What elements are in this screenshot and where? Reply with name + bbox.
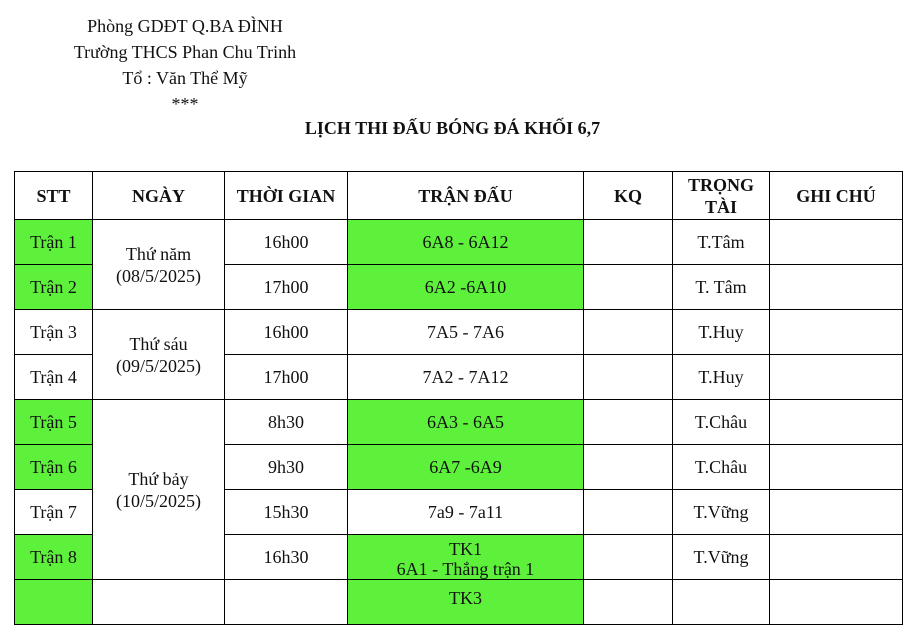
col-kq: KQ: [584, 172, 673, 220]
match-cell: 6A8 - 6A12: [348, 220, 584, 265]
match-cell: [348, 580, 584, 625]
match-cell: 7a9 - 7a11: [348, 490, 584, 535]
ref-cell: T.Vững: [673, 535, 770, 580]
note-cell: [770, 265, 903, 310]
match-line1: TK3: [449, 588, 482, 608]
note-cell: [770, 445, 903, 490]
time-cell: 16h00: [225, 220, 348, 265]
table-row: [15, 310, 903, 355]
table-row: [15, 220, 903, 265]
day-label: Thứ năm: [125, 243, 192, 264]
time-cell: [225, 580, 348, 625]
time-cell: 17h00: [225, 355, 348, 400]
ref-cell: T.Huy: [673, 310, 770, 355]
col-stt: STT: [15, 172, 93, 220]
note-cell: [770, 310, 903, 355]
time-cell: 16h00: [225, 310, 348, 355]
match-cell: 7A2 - 7A12: [348, 355, 584, 400]
time-cell: 8h30: [225, 400, 348, 445]
stt-cell: Trận 7: [15, 490, 93, 535]
ref-cell: T. Tâm: [673, 265, 770, 310]
stt-cell: Trận 4: [15, 355, 93, 400]
stt-cell: [15, 580, 93, 625]
table-row: [15, 580, 903, 625]
match-cell: 6A2 -6A10: [348, 265, 584, 310]
day-cell: [93, 220, 225, 310]
col-thoigian: THỜI GIAN: [225, 172, 348, 220]
match-cell: 6A3 - 6A5: [348, 400, 584, 445]
col-trandau: TRẬN ĐẤU: [348, 172, 584, 220]
ref-cell: T.Tâm: [673, 220, 770, 265]
kq-cell: [584, 265, 673, 310]
col-trongtai-line2: TÀI: [704, 196, 737, 217]
day-cell: [93, 580, 225, 625]
note-cell: [770, 490, 903, 535]
kq-cell: [584, 445, 673, 490]
kq-cell: [584, 310, 673, 355]
stt-cell: Trận 3: [15, 310, 93, 355]
col-ghichu: GHI CHÚ: [770, 172, 903, 220]
col-ngay: NGÀY: [93, 172, 225, 220]
header-row: [15, 172, 903, 220]
day-cell: [93, 400, 225, 580]
kq-cell: [584, 490, 673, 535]
col-trongtai: [673, 172, 770, 220]
day-date: (08/5/2025): [116, 265, 201, 286]
day-label: Thứ sáu: [129, 333, 188, 354]
time-cell: 9h30: [225, 445, 348, 490]
note-cell: [770, 355, 903, 400]
dept-name: Phòng GDĐT Q.BA ĐÌNH: [87, 16, 283, 36]
header-stars: ***: [171, 94, 199, 114]
match-cell: 7A5 - 7A6: [348, 310, 584, 355]
schedule-table: [14, 171, 903, 625]
ref-cell: T.Vững: [673, 490, 770, 535]
match-line2: 6A1 - Thắng trận 1: [396, 559, 535, 579]
stt-cell: Trận 8: [15, 535, 93, 580]
kq-cell: [584, 580, 673, 625]
note-cell: [770, 580, 903, 625]
table-row: [15, 400, 903, 445]
note-cell: [770, 535, 903, 580]
stt-cell: Trận 6: [15, 445, 93, 490]
note-cell: [770, 400, 903, 445]
ref-cell: T.Châu: [673, 400, 770, 445]
stt-cell: Trận 2: [15, 265, 93, 310]
ref-cell: T.Châu: [673, 445, 770, 490]
school-name: Trường THCS Phan Chu Trinh: [73, 42, 297, 62]
time-cell: 15h30: [225, 490, 348, 535]
day-date: (10/5/2025): [116, 490, 201, 511]
ref-cell: [673, 580, 770, 625]
kq-cell: [584, 400, 673, 445]
kq-cell: [584, 535, 673, 580]
match-cell: 6A7 -6A9: [348, 445, 584, 490]
team-name: Tổ : Văn Thể Mỹ: [122, 68, 248, 88]
note-cell: [770, 220, 903, 265]
page-title: LỊCH THI ĐẤU BÓNG ĐÁ KHỐI 6,7: [304, 118, 601, 138]
day-date: (09/5/2025): [116, 355, 201, 376]
stt-cell: Trận 5: [15, 400, 93, 445]
time-cell: 16h30: [225, 535, 348, 580]
kq-cell: [584, 220, 673, 265]
match-cell: [348, 535, 584, 580]
day-cell: [93, 310, 225, 400]
stt-cell: Trận 1: [15, 220, 93, 265]
match-line1: TK1: [449, 539, 482, 559]
ref-cell: T.Huy: [673, 355, 770, 400]
col-trongtai-line1: TRỌNG: [687, 174, 754, 195]
kq-cell: [584, 355, 673, 400]
time-cell: 17h00: [225, 265, 348, 310]
day-label: Thứ bảy: [128, 468, 189, 489]
